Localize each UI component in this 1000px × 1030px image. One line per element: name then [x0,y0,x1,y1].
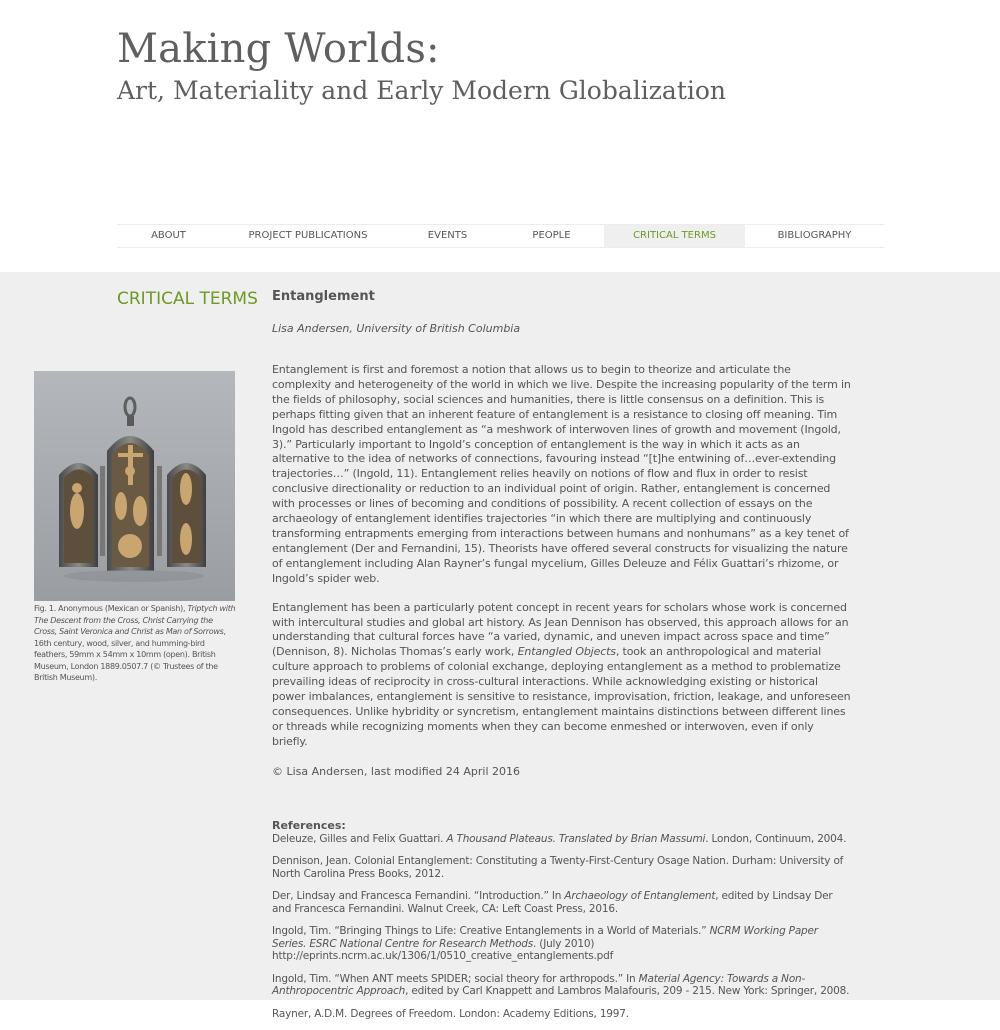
paragraph-2-part-1: Entanglement has been a particularly potent concept in recent years for scholars whose work is concerned with intercultural studies and global art history. As Jean Dennison has observed, this approach allows for an understanding that cultural forces have “a varied, dynamic, and uneven impact across space and time” (Dennison, 8). Nicholas Thomas’s early work, [272,600,849,659]
paragraph-2 [272,601,852,750]
reference-text: , edited by Carl Knappett and Lambros Malafouris, 209 - 215. New York: Springer, 2008. [405,985,850,998]
reference-text: Deleuze, Gilles and Felix Guattari. [272,832,447,845]
nav-item-bibliography[interactable]: BIBLIOGRAPHY [777,230,852,241]
reference-item [272,833,852,846]
paragraph-1: Entanglement is first and foremost a notion that allows us to begin to theorize and articulate the complexity and heterogeneity of the world in which we live. Despite the increasing popularity of the term in the fields of philosophy, social sciences and humanities, there is little consensus on a definition. This is perhaps fitting given that an inherent feature of entanglement is a resistance to closing off meaning. Tim Ingold has described entanglement as “a meshwork of interwoven lines of growth and movement (Ingold, 3).” Particularly important to Ingold’s conception of entanglement is the way in which it acts as an alternative to the idea of networks of connections, favouring instead “[t]he entwining of…ever-extending trajectories…” (Ingold, 11). Entanglement relies heavily on notions of flow and flux in order to resist conclusive directionality or reduction to an individual point of origin. Rather, entanglement is concerned with processes or lines of becoming and conditions of possibility. A recent collection of essays on the archaeology of entanglement identifies trajectories “in which there are multiplying and continuously transforming entrapments emerging from interactions between humans and nonhumans” as a key tenet of entanglement (Der and Fernandini, 15). Theorists have offered several constructs for visualizing the nature of entanglement including Alan Rayner’s fungal mycelium, Gilles Deleuze and Félix Guattari’s rhizome, or Ingold’s spider web. [272,363,851,585]
reference-item [272,973,852,998]
caption-suffix: , 16th century, wood, silver, and humming-bird feathers, 59mm x 54mm x 10mm (open). British Museum, London 1889.0507.7 (© Trustees of the British Museum). [34,627,226,682]
reference-item: Dennison, Jean. Colonial Entanglement: Constituting a Twenty-First-Century Osage Nation. Durham: University of North Carolina Press Books, 2012. [272,855,844,880]
triptych-image [34,371,235,601]
reference-text: Ingold, Tim. “When ANT meets SPIDER; social theory for arthropods.” In [272,972,639,985]
nav-item-project-publications[interactable]: PROJECT PUBLICATIONS [248,230,368,241]
reference-title: Material Agency: Towards a Non-Anthropocentric Approach [272,972,806,998]
section-heading: CRITICAL TERMS [117,289,258,309]
reference-title: Archaeology of Entanglement [564,890,716,903]
caption-prefix: Fig. 1. Anonymous (Mexican or Spanish), [34,604,188,613]
figure-caption [34,603,236,684]
content-area [0,272,1000,1020]
reference-text: Ingold, Tim. “Bringing Things to Life: Creative Entanglements in a World of Materials.” [272,925,710,938]
reference-item: Rayner, A.D.M. Degrees of Freedom. London: Academy Editions, 1997. [272,1007,629,1020]
reference-item [272,890,852,915]
paragraph-2-book-title: Entangled Objects [517,645,616,659]
article-body [272,363,852,750]
paragraph-2-part-2: , took an anthropological and material culture approach to problems of colonial exchange, deploying entanglement as a method to problematize prevailing ideas of reciprocity in cross-cultural interactions. While acknowledging existing or historical power imbalances, entanglement is sensitive to resistance, improvisation, friction, leakage, and unforeseen consequences. Unlike hybridity or syncretism, entanglement maintains distinctions between different lines or threads while recognizing moments when they can become enmeshed or interwoven, even if only briefly. [272,645,851,748]
nav-item-critical-terms[interactable]: CRITICAL TERMS [604,225,745,247]
figure [34,371,236,684]
references [272,819,852,1021]
nav-item-about[interactable]: ABOUT [151,230,186,241]
reference-text: . London, Continuum, 2004. [705,832,847,845]
article-author: Lisa Andersen, University of British Columbia [272,322,521,335]
nav-item-people[interactable]: PEOPLE [532,230,571,241]
reference-title: NCRM Working Paper Series. ESRC National Centre for Research Methods [272,925,818,950]
reference-text: , edited by Lindsay Der and Francesca Fernandini. Walnut Creek, CA: Left Coast Press, 2016. [272,890,833,915]
reference-text: Der, Lindsay and Francesca Fernandini. “Introduction.” In [272,890,565,903]
triptych-illustration [34,371,235,601]
site-title: Making Worlds: [117,26,440,72]
references-heading: References: [272,818,346,832]
reference-link[interactable]: . (July 2010) http://eprints.ncrm.ac.uk/1306/1/0510_creative_entanglements.pdf [272,937,614,963]
nav-item-events[interactable]: EVENTS [427,230,468,241]
article [272,288,852,1030]
reference-item [272,925,852,963]
reference-title: A Thousand Plateaus. Translated by Brian Massumi [446,832,706,845]
copyright-notice: © Lisa Andersen, last modified 24 April 2016 [272,764,521,778]
site-subtitle: Art, Materiality and Early Modern Globalization [117,76,727,105]
article-title: Entanglement [272,289,375,304]
caption-artwork-title: Triptych with The Descent from the Cross, Christ Carrying the Cross, Saint Veronica and Christ as Man of Sorrows [34,604,236,636]
main-nav [117,224,884,248]
